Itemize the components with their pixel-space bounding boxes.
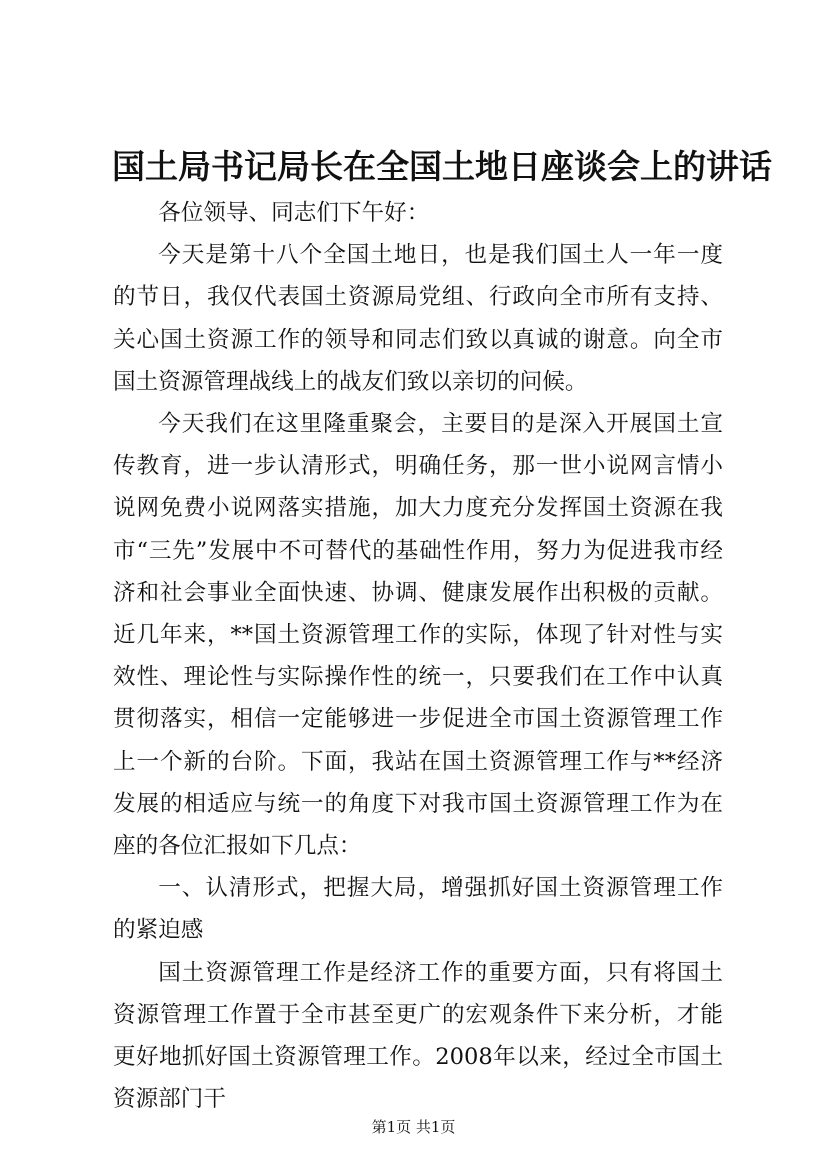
page-footer: 第1页 共1页 [371, 1118, 456, 1136]
paragraph-intro: 今天是第十八个全国土地日，也是我们国土人一年一度的节日，我仅代表国土资源局党组、行政向全市所有支持、关心国土资源工作的领导和同志们致以真诚的谢意。向全市国土资源管理战线上的战友们致以亲切的问候。 [113, 242, 723, 395]
document-body [113, 192, 723, 1120]
paragraph-purpose: 今天我们在这里隆重聚会，主要目的是深入开展国土宣传教育，进一步认清形式，明确任务，那一世小说网言情小说网免费小说网落实措施，加大力度充分发挥国土资源在我市“三先”发展中不可替代的基础性作用，努力为促进我市经济和社会事业全面快速、协调、健康发展作出积极的贡献。近几年来，**国土资源管理工作的实际，体现了针对性与实效性、理论性与实际操作性的统一，只要我们在工作中认真贯彻落实，相信一定能够进一步促进全市国土资源管理工作上一个新的台阶。下面，我站在国土资源管理工作与**经济发展的相适应与统一的角度下对我市国土资源管理工作为在座的各位汇报如下几点： [113, 411, 723, 860]
paragraph-analysis: 国土资源管理工作是经济工作的重要方面，只有将国土资源管理工作置于全市甚至更广的宏观条件下来分析，才能更好地抓好国土资源管理工作。2008年以来，经过全市国土资源部门干 [113, 959, 723, 1113]
section-heading-1: 一、认清形式，把握大局，增强抓好国土资源管理工作的紧迫感 [113, 875, 723, 944]
paragraph-greeting: 各位领导、同志们下午好： [158, 200, 430, 226]
page-title: 国土局书记局长在全国土地日座谈会上的讲话 [112, 147, 772, 186]
